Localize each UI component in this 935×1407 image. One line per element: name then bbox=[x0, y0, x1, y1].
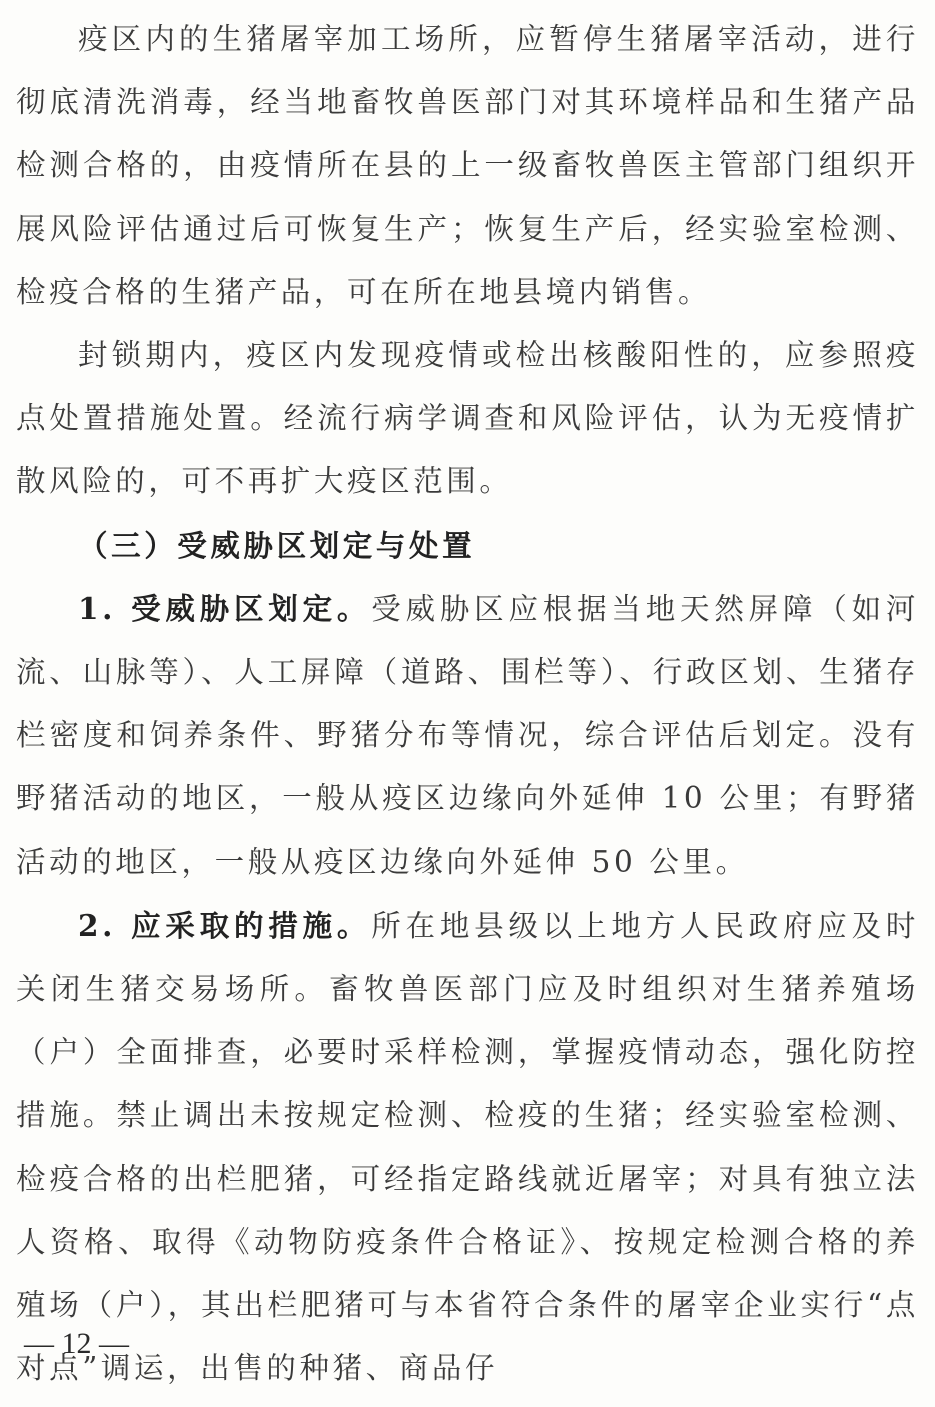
item-1-lead: 1. 受威胁区划定。 bbox=[78, 590, 372, 626]
page-number: — 12 — bbox=[24, 1327, 129, 1360]
paragraph-epidemic-zone-slaughter: 疫区内的生猪屠宰加工场所，应暂停生猪屠宰活动，进行彻底清洗消毒，经当地畜牧兽医部门对其环境样品和生猪产品检测合格的，由疫情所在县的上一级畜牧兽医主管部门组织开展风险评估通过后可恢复生产；恢复生产后，经实验室检测、检疫合格的生猪产品，可在所在地县境内销售。 bbox=[16, 22, 919, 309]
item-measures-to-take bbox=[16, 894, 919, 1401]
section-heading-threatened-zone: （三）受威胁区划定与处置 bbox=[78, 527, 476, 563]
document-body bbox=[16, 8, 919, 1400]
item-2-lead: 2. 应采取的措施。 bbox=[78, 907, 372, 943]
paragraph-blockade-period: 封锁期内，疫区内发现疫情或检出核酸阳性的，应参照疫点处置措施处置。经流行病学调查和风险评估，认为无疫情扩散风险的，可不再扩大疫区范围。 bbox=[16, 338, 919, 499]
item-threatened-zone-delineation bbox=[16, 577, 919, 894]
item-1-text: 受威胁区应根据当地天然屏障（如河流、山脉等）、人工屏障（道路、围栏等）、行政区划、生猪存栏密度和饲养条件、野猪分布等情况，综合评估后划定。没有野猪活动的地区，一般从疫区边缘向外延伸 10 公里；有野猪活动的地区，一般从疫区边缘向外延伸 50 公里。 bbox=[16, 591, 919, 879]
item-2-text: 所在地县级以上地方人民政府应及时关闭生猪交易场所。畜牧兽医部门应及时组织对生猪养殖场（户）全面排查，必要时采样检测，掌握疫情动态，强化防控措施。禁止调出未按规定检测、检疫的生猪；经实验室检测、检疫合格的出栏肥猪，可经指定路线就近屠宰；对具有独立法人资格、取得《动物防疫条件合格证》、按规定检测合格的养殖场（户），其出栏肥猪可与本省符合条件的屠宰企业实行“点对点”调运，出售的种猪、商品仔 bbox=[16, 908, 919, 1386]
